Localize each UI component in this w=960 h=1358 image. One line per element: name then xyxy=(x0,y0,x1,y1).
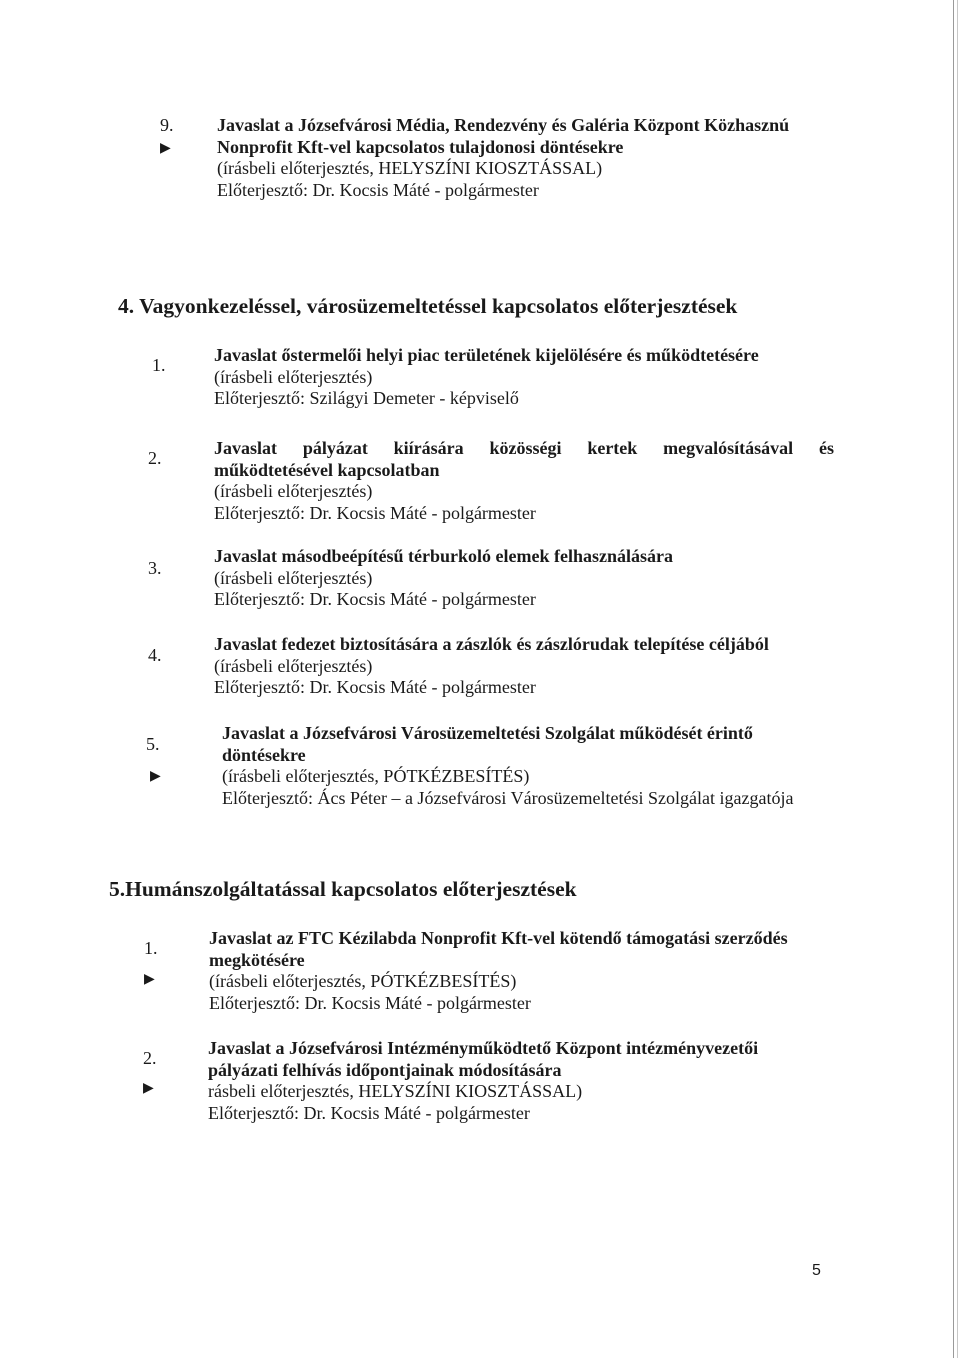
item-title-line: Javaslat őstermelői helyi piac területének kijelölésére és működtetésére xyxy=(214,345,759,365)
title-word: Javaslat xyxy=(214,438,277,458)
item-title-line: Javaslat a Józsefvárosi Intézményműködtető Központ intézményvezetői xyxy=(208,1038,759,1058)
agenda-item-4-2 xyxy=(214,438,834,524)
title-word: kertek xyxy=(587,438,638,458)
item-note: (írásbeli előterjesztés) xyxy=(214,481,373,501)
item-note: (írásbeli előterjesztés) xyxy=(214,567,373,588)
item-title-line: döntésekre xyxy=(222,744,306,765)
item-title-line: működtetésével kapcsolatban xyxy=(214,459,440,480)
item-title-line: Nonprofit Kft-vel kapcsolatos tulajdonosi döntésekre xyxy=(217,136,624,157)
section-heading: 5.Humánszolgáltatással kapcsolatos előterjesztések xyxy=(109,877,577,901)
item-title-line: megkötésére xyxy=(209,949,305,970)
item-title-line: Javaslat másodbeépítésű térburkoló elemek felhasználására xyxy=(214,546,673,566)
item-presenter: Előterjesztő: Szilágyi Demeter - képviselő xyxy=(214,388,519,408)
item-note: (írásbeli előterjesztés) xyxy=(214,655,373,676)
agenda-item-4-5 xyxy=(222,723,793,809)
item-number: 1. xyxy=(144,938,158,958)
agenda-item-5-2 xyxy=(208,1038,758,1124)
item-note: (írásbeli előterjesztés, PÓTKÉZBESÍTÉS) xyxy=(222,766,530,786)
item-number: 2. xyxy=(143,1048,157,1068)
agenda-item-9 xyxy=(217,115,789,201)
title-word: és xyxy=(818,438,834,458)
agenda-item-4-1 xyxy=(214,345,759,410)
item-presenter: Előterjesztő: Dr. Kocsis Máté - polgármester xyxy=(217,179,539,200)
agenda-item-4-3 xyxy=(214,546,673,611)
item-presenter: Előterjesztő: Ács Péter – a Józsefvárosi Városüzemeltetési Szolgálat igazgatója xyxy=(222,787,794,808)
item-number: 2. xyxy=(148,448,162,468)
scan-edge-line-secondary xyxy=(957,0,958,1358)
scan-edge-line xyxy=(953,0,954,1358)
item-presenter: Előterjesztő: Dr. Kocsis Máté - polgármester xyxy=(214,502,536,523)
item-presenter: Előterjesztő: Dr. Kocsis Máté - polgármester xyxy=(214,677,536,697)
right-triangle-arrow-icon: ▶ xyxy=(150,769,161,784)
item-presenter: Előterjesztő: Dr. Kocsis Máté - polgármester xyxy=(214,589,536,609)
item-note: (írásbeli előterjesztés, PÓTKÉZBESÍTÉS) xyxy=(209,971,517,991)
right-triangle-arrow-icon: ▶ xyxy=(160,141,171,156)
item-number: 9. xyxy=(160,115,174,135)
agenda-item-4-4 xyxy=(214,634,769,699)
item-number: 3. xyxy=(148,558,162,578)
item-presenter: Előterjesztő: Dr. Kocsis Máté - polgármester xyxy=(208,1102,530,1123)
page-number: 5 xyxy=(812,1262,821,1279)
item-note: (írásbeli előterjesztés, HELYSZÍNI KIOSZTÁSSAL) xyxy=(217,158,603,178)
item-title-line: pályázati felhívás időpontjainak módosítására xyxy=(208,1059,562,1080)
title-word: pályázat xyxy=(302,438,368,458)
item-title-line: Javaslat fedezet biztosítására a zászlók és zászlórudak telepítése céljából xyxy=(214,634,769,654)
item-note: (írásbeli előterjesztés) xyxy=(214,366,373,387)
item-number: 1. xyxy=(152,355,166,375)
item-title-justified-line xyxy=(214,438,834,460)
item-title-line: Javaslat a Józsefvárosi Városüzemeltetési Szolgálat működését érintő xyxy=(222,723,753,743)
item-note: rásbeli előterjesztés, HELYSZÍNI KIOSZTÁSSAL) xyxy=(208,1081,583,1101)
title-word: megvalósításával xyxy=(663,438,794,458)
agenda-item-5-1 xyxy=(209,928,788,1014)
item-title-line: Javaslat az FTC Kézilabda Nonprofit Kft-vel kötendő támogatási szerződés xyxy=(209,928,788,948)
title-word: közösségi xyxy=(489,438,562,458)
title-word: kiírására xyxy=(393,438,464,458)
right-triangle-arrow-icon: ▶ xyxy=(144,972,155,987)
item-presenter: Előterjesztő: Dr. Kocsis Máté - polgármester xyxy=(209,992,531,1013)
item-title-line: Javaslat a Józsefvárosi Média, Rendezvény és Galéria Központ Közhasznú xyxy=(217,115,790,135)
section-heading: 4. Vagyonkezeléssel, városüzemeltetéssel kapcsolatos előterjesztések xyxy=(118,294,738,318)
item-number: 5. xyxy=(146,734,160,754)
right-triangle-arrow-icon: ▶ xyxy=(143,1081,154,1096)
item-number: 4. xyxy=(148,645,162,665)
